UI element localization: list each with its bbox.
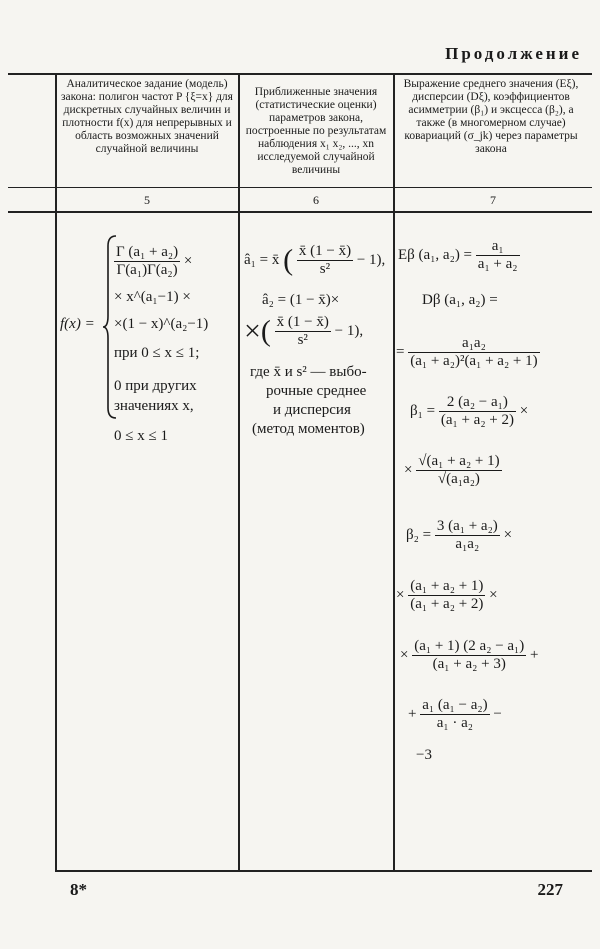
gamma-denominator: Γ(a₁)Γ(a₂): [116, 262, 178, 278]
kurtosis-formula: [406, 518, 512, 553]
variance-eq: =: [396, 343, 405, 360]
kurtosis-line-2-times: ×: [396, 586, 405, 603]
skewness-second-times: ×: [404, 461, 413, 478]
header-bottom-rule: [8, 187, 592, 188]
kurtosis-line-3-plus: +: [530, 646, 539, 663]
paren-open-1: (: [283, 243, 294, 277]
estimate-a1-tail: − 1),: [356, 251, 386, 268]
page-number: 227: [537, 880, 563, 899]
density-domain: 0 ≤ x ≤ 1: [114, 428, 168, 444]
variance-numerator: a₁a₂: [408, 335, 539, 353]
estimate-a1-numerator: x̄ (1 − x̄): [298, 243, 352, 259]
density-line-3: ×(1 − x)^(a₂−1): [114, 316, 209, 332]
col-number-6: 6: [313, 193, 319, 207]
header-col5: Аналитическое задание (модель) закона: полигон частот P {ξ=x} для дискретных случайных величин и плотности f(x) для непрерывных и область возможных значений случайной величины: [61, 78, 233, 155]
kurtosis-line-4-numerator: a₁ (a₁ − a₂): [422, 697, 488, 713]
density-line-6: значениях x,: [114, 398, 194, 414]
col-number-7: 7: [490, 193, 496, 207]
estimate-a1: [244, 243, 385, 278]
kurtosis-numerator: 3 (a₁ + a₂): [436, 518, 498, 534]
paren-open-2: ×(: [244, 314, 271, 348]
estimate-a2-second-line: [244, 314, 363, 349]
kurtosis-line-2-numerator: (a₁ + a₂ + 1): [410, 578, 484, 594]
variance-denominator: (a₁ + a₂)²(a₁ + a₂ + 1): [410, 353, 538, 369]
gamma-fraction: [114, 244, 192, 279]
mean-numerator: a₁: [476, 238, 520, 256]
estimate-a2-tail: − 1),: [334, 322, 364, 339]
gamma-numerator: Γ (a₁ + a₂): [116, 244, 179, 260]
kurtosis-line-4-minus: −: [493, 705, 502, 722]
number-row-rule: [8, 211, 592, 213]
kurtosis-line-3: [400, 638, 539, 673]
skewness-denominator: (a₁ + a₂ + 2): [440, 412, 515, 428]
kurtosis-line-3-times: ×: [400, 646, 409, 663]
density-lhs: f(x) =: [60, 316, 95, 332]
kurtosis-line-2: [396, 578, 498, 613]
kurtosis-line-4-denominator: a₁ · a₂: [436, 715, 474, 731]
mean-denominator: a₁ + a₂: [477, 256, 518, 272]
kurtosis-line-4: [408, 697, 502, 732]
moment-note-3: и дисперсия: [273, 402, 351, 418]
skewness-root-denominator: √(a₁a₂): [437, 471, 480, 487]
table-bottom-rule: [55, 870, 592, 872]
skewness-times: ×: [519, 402, 529, 419]
moment-note-1: где x̄ и s² — выбо-: [250, 364, 367, 380]
skewness-lhs: β₁ =: [410, 402, 436, 419]
estimate-a2: â₂ = (1 − x̄)×: [262, 292, 340, 308]
col-number-5: 5: [144, 193, 150, 207]
kurtosis-times: ×: [503, 526, 513, 543]
density-line-4: при 0 ≤ x ≤ 1;: [114, 345, 200, 361]
estimate-a2-denominator: s²: [297, 332, 308, 348]
skewness-root-numerator: √(a₁ + a₂ + 1): [418, 453, 500, 469]
density-line-5: 0 при других: [114, 378, 197, 394]
kurtosis-line-2-denominator: (a₁ + a₂ + 2): [410, 596, 484, 612]
estimate-a1-denominator: s²: [319, 261, 331, 277]
kurtosis-line-4-plus: +: [408, 705, 417, 722]
moment-note-4: (метод моментов): [252, 421, 365, 437]
mean-lhs: Eβ (a₁, a₂) =: [398, 246, 473, 263]
skewness-numerator: 2 (a₂ − a₁): [439, 394, 516, 412]
mean-formula: [398, 238, 520, 273]
estimate-a1-lhs: â₁ = x̄: [244, 251, 280, 268]
continuation-title: Продолжение: [445, 44, 582, 63]
variance-formula: [396, 335, 540, 370]
kurtosis-lhs: β₂ =: [406, 526, 432, 543]
estimate-a2-numerator: x̄ (1 − x̄): [276, 314, 329, 330]
header-col7: Выражение среднего значения (Eξ), дисперсии (Dξ), коэффициентов асимметрии (β₁) и эксцесса (β₂), а также (в многомерном случае) ковариаций (σ_jk) через параметры закона: [403, 78, 579, 155]
kurtosis-line-3-denominator: (a₁ + a₂ + 3): [432, 656, 506, 672]
moment-note-2: рочные среднее: [266, 383, 367, 399]
kurtosis-denominator: a₁a₂: [455, 536, 480, 552]
skewness-second-line: [404, 453, 502, 488]
kurtosis-line-5: −3: [416, 747, 432, 763]
footer-signature: 8*: [70, 880, 87, 899]
density-line-2: × x^(a₁−1) ×: [114, 289, 191, 305]
kurtosis-line-2-times-end: ×: [489, 586, 498, 603]
header-col6: Приближенные значения (статистические оценки) параметров закона, построенные по результатам наблюдения x₁ x₂, ..., xn исследуемой случайной величины: [245, 86, 387, 176]
gamma-times: ×: [183, 252, 193, 269]
skewness-formula: [410, 394, 528, 429]
kurtosis-line-3-numerator: (a₁ + 1) (2 a₂ − a₁): [414, 638, 525, 654]
variance-lhs: Dβ (a₁, a₂) =: [422, 292, 498, 308]
table-top-rule: [8, 73, 592, 75]
